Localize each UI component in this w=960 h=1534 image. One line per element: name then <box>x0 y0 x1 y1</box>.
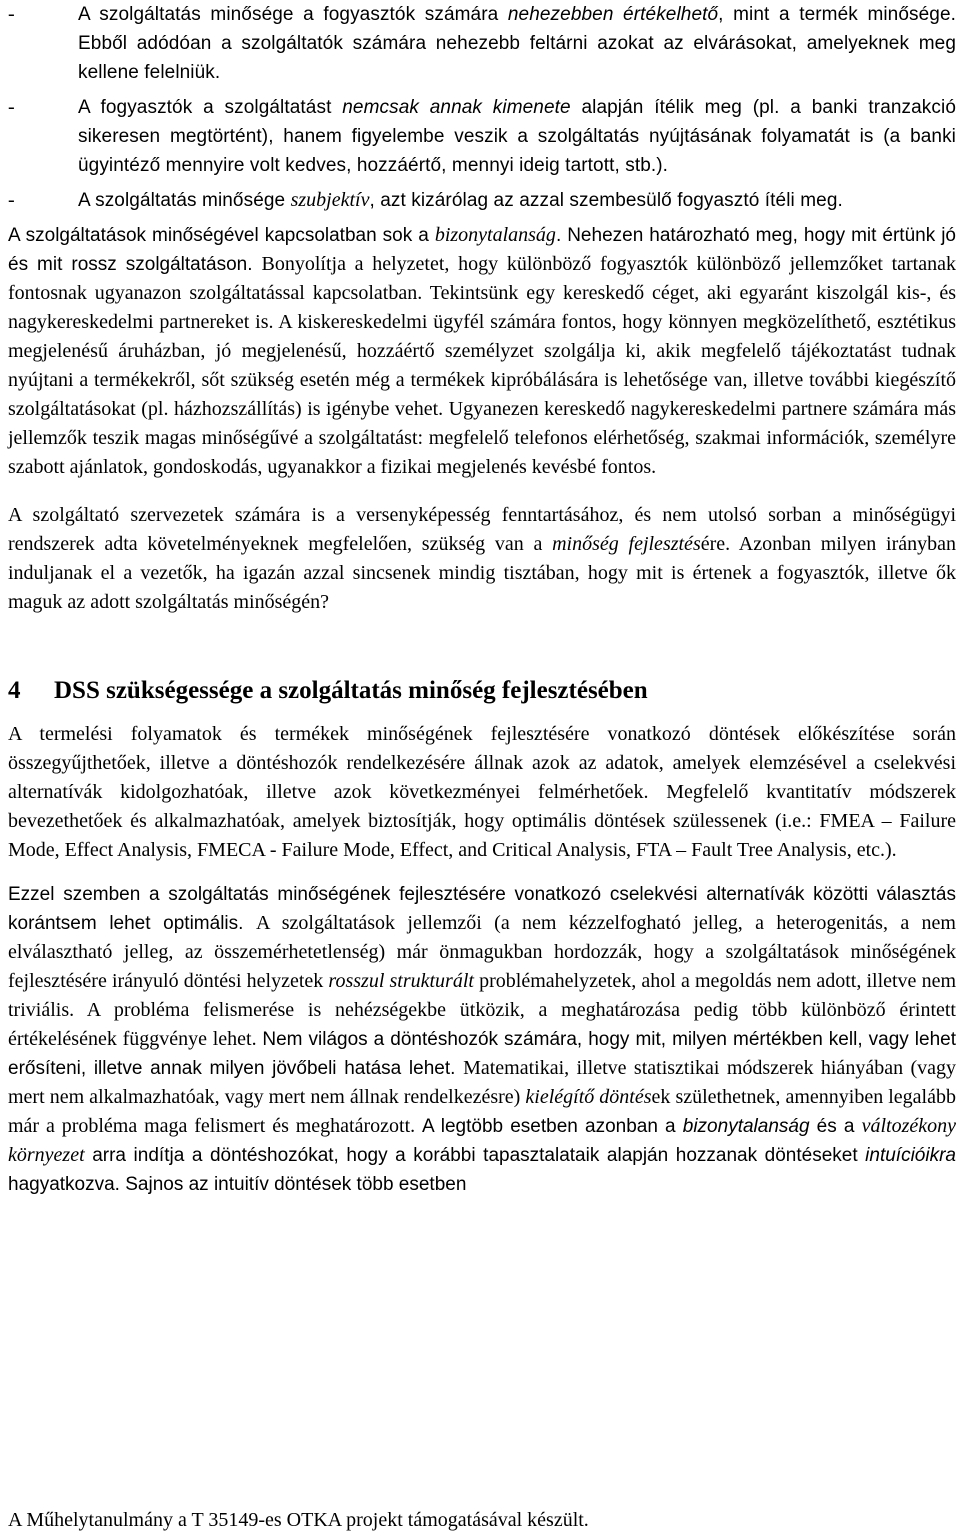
text-run: Matematikai, illetve statisztikai módszerek hiányában (vagy mert nem alkalmazhatóak, vagy mert nem állnak rendelkezésre) <box>8 1057 956 1108</box>
text-run: Bonyolítja a helyzetet, hogy különböző fogyasztók különböző jellemzőket tartanak fontosnak ugyanazon szolgáltatással kapcsolatban. Tekintsünk egy kereskedő céget, aki egyaránt kiszolgál kis-, és nagykereskedelmi partnereket is. A kiskereskedelmi ügyfél számára fontos, hogy könnyen megközelíthető, esztétikus megjelenésű áruházban, jó megjelenésű, hozzáértő személyzet szolgálja ki, akik megfelelő tájékoztatást tudnak nyújtani a termékekről, sőt szükség esetén még a termékek kipróbálására is lehetősége van, illetve további kiegészítő szolgáltatásokat (pl. házhozszállítás) is igénybe vehet. Ugyanezen kereskedő nagykereskedelmi partnere számára más jellemzők teszik magas minőségűvé a szolgáltatást: megfelelő telefonos elérhetőség, szakmai információk, személyre szabott ajánlatok, gondoskodás, ugyanakkor a fizikai megjelenés kevésbé fontos. <box>8 253 956 478</box>
bullet-dash: - <box>8 3 15 25</box>
section-title: DSS szükségessége a szolgáltatás minőség fejlesztésében <box>54 677 648 704</box>
bullet-dash: - <box>8 96 15 118</box>
paragraph <box>8 501 956 617</box>
text-run: problémahelyzetek, ahol a megoldás nem adott, illetve nem triviális. A probléma felismerése is nehézségekbe ütközik, a meghatározása pedig több különböző érintett értékelésének függvénye lehet. <box>8 970 957 1050</box>
bullet-item <box>8 0 956 87</box>
bullet-text <box>78 96 956 176</box>
text-run: szubjektív <box>290 189 370 211</box>
text-run: A szolgáltató szervezetek számára is a versenyképesség fenntartásához, és nem utolsó sorban a minőségügyi rendszerek adta követelményeknek megfelelően, szükség van a <box>8 504 956 555</box>
text-run: . Nehezen határozható meg, hogy mit értünk jó és mit rossz szolgáltatáson. <box>8 225 956 275</box>
document-page <box>8 0 956 1199</box>
text-run: ek születhetnek, amennyiben legalább már a probléma maga felismert és meghatározott. <box>8 1086 956 1137</box>
text-run: arra indítja a döntéshozókat, hogy a korábbi tapasztalataik alapján hozzanak döntéseket <box>84 1145 866 1166</box>
bullet-text <box>78 3 956 83</box>
text-run: A termelési folyamatok és termékek minőségének fejlesztésére vonatkozó döntések előkészítése során összegyűjthetőek, illetve a döntéshozók rendelkezésére állnak azok az adatok, amelyek elemzésével a cselekvési alternatívák kidolgozhatóak, illetve azok következményei felmérhetőek. Megfelelő kvantitatív módszerek bevezethetőek és alkalmazhatóak, amelyek biztosítják, hogy optimális döntések szülessenek (i.e.: FMEA – Failure Mode, Effect Analysis, FMECA - Failure Mode, Effect, and Critical Analysis, FTA – Fault Tree Analysis, etc.). <box>8 723 956 861</box>
section-number: 4 <box>8 677 21 704</box>
bullet-text <box>78 189 843 211</box>
text-run: intuícióikra <box>865 1145 956 1166</box>
footer-note: A Műhelytanulmány a T 35149-es OTKA projekt támogatásával készült. <box>8 1509 589 1531</box>
text-run: kielégítő döntés <box>525 1086 652 1108</box>
text-run: , azt kizárólag az azzal szembesülő fogyasztó ítéli meg. <box>369 190 843 211</box>
text-run: és a <box>809 1116 862 1137</box>
text-run: A legtöbb esetben azonban a <box>422 1116 683 1137</box>
bullet-item <box>8 93 956 180</box>
paragraph <box>8 880 956 1199</box>
text-run: ére. Azonban milyen irányban induljanak el a vezetők, ha igazán azzal sincsenek mindig tisztában, hogy mit is értenek a fogyasztók, illetve ők maguk az adott szolgáltatás minőségén? <box>8 533 956 613</box>
text-run: A szolgáltatás minősége <box>78 190 291 211</box>
text-run: A fogyasztók a szolgáltatást <box>78 97 343 118</box>
text-run: bizonytalanság <box>434 224 556 246</box>
paragraph <box>8 221 956 482</box>
text-run: rosszul strukturált <box>328 970 474 992</box>
text-run: Nem világos a döntéshozók számára, hogy mit, milyen mértékben kell, vagy lehet erősíteni, illetve annak milyen jövőbeli hatása lehet. <box>8 1029 956 1079</box>
text-run: nemcsak annak kimenete <box>342 97 571 118</box>
text-run: Ezzel szemben a szolgáltatás minőségének fejlesztésére vonatkozó cselekvési alternatívák közötti választás korántsem lehet optimális. <box>8 884 956 934</box>
bullet-dash: - <box>8 189 15 211</box>
text-run: nehezebben értékelhető <box>507 4 719 25</box>
text-run: bizonytalanság <box>682 1116 810 1137</box>
bullet-list <box>8 0 956 215</box>
paragraph <box>8 720 956 865</box>
text-run: hagyatkozva. Sajnos az intuitív döntések több esetben <box>8 1174 467 1195</box>
text-run: minőség fejlesztés <box>552 533 701 555</box>
text-run: változékony környezet <box>8 1115 956 1166</box>
section-heading <box>8 674 956 708</box>
text-run: A szolgáltatás minősége a fogyasztók számára <box>78 4 508 25</box>
bullet-item <box>8 186 956 215</box>
text-run: , mint a termék minősége. Ebből adódóan a szolgáltatók számára nehezebb feltárni azokat az elvárásokat, amelyeknek meg kellene felelniük. <box>78 4 956 83</box>
text-run: A szolgáltatások jellemzői (a nem kézzelfogható jelleg, a heterogenitás, a nem elválasztható jelleg, az összemérhetetlenség) már önmagukban hordozzák, hogy a szolgáltatások minőségének fejlesztésére irányuló döntési helyzetek <box>8 912 956 992</box>
text-run: alapján ítélik meg (pl. a banki tranzakció sikeresen megtörtént), hanem figyelembe veszik a szolgáltatás nyújtásának folyamatát is (a banki ügyintéző mennyire volt kedves, hozzáértő, mennyi ideig tartott, stb.). <box>78 97 956 176</box>
text-run: A szolgáltatások minőségével kapcsolatban sok a <box>8 225 435 246</box>
